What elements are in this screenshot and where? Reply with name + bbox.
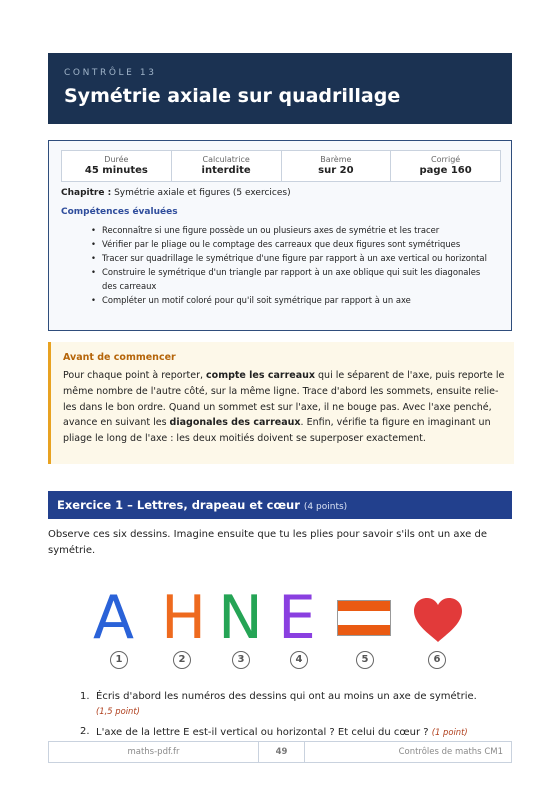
exercise-points: (4 points) [303, 502, 348, 512]
question-text: L'axe de la lettre E est-il vertical ou horizontal ? Et celui du cœur ? [96, 727, 429, 738]
figure-number: 2 [173, 651, 191, 669]
stat-value: sur 20 [318, 165, 354, 176]
stat-label: Corrigé [431, 155, 461, 164]
tip-text-part: qui le séparent de l'axe, puis reporte le même nombre de l'autre côté, sur la même ligne. Trace d'abord les sommets, ensuite relie-les dans le bon ordre. Quand un sommet est sur l'axe, il ne bouge pas. Avec l'axe penché, avance en suivant les [63, 370, 505, 429]
exercise-header [48, 491, 512, 519]
tip-emphasis: diagonales des carreaux [169, 417, 301, 429]
chapter-label: Chapitre : [61, 188, 112, 198]
stat-corrige [391, 151, 500, 181]
stat-bareme [282, 151, 392, 181]
page-footer [48, 741, 512, 763]
figure-number: 3 [232, 651, 250, 669]
question-number: 1. [80, 691, 90, 702]
footer-site: maths-pdf.fr [127, 747, 180, 757]
question-number: 2. [80, 726, 90, 737]
tip-text-part: Pour chaque point à reporter, [63, 370, 207, 381]
footer-page-number: 49 [258, 742, 305, 762]
tip-text [63, 368, 505, 447]
exercise-intro: Observe ces six dessins. Imagine ensuite que tu les plies pour savoir s'ils ont un axe de symétrie. [48, 529, 487, 556]
stat-label: Durée [104, 155, 129, 164]
figure-letter-n: N [218, 583, 263, 653]
tip-title: Avant de commencer [63, 352, 176, 363]
stat-value: interdite [201, 165, 251, 176]
question-text: Écris d'abord les numéros des dessins qui ont au moins un axe de symétrie. [96, 691, 477, 702]
question-points: (1,5 point) [96, 706, 140, 716]
stat-duree [62, 151, 172, 181]
stats-row [61, 150, 501, 182]
stat-value: page 160 [419, 165, 472, 176]
tip-emphasis: compte les carreaux [206, 370, 315, 381]
stat-calculatrice [172, 151, 282, 181]
chapter-line [61, 188, 291, 198]
header-banner [48, 53, 512, 124]
figure-number: 4 [290, 651, 308, 669]
question-item [80, 725, 510, 740]
question-points: (1 point) [431, 727, 468, 737]
tip-box [48, 342, 514, 464]
chapter-value: Symétrie axiale et figures (5 exercices) [114, 188, 291, 198]
exercise-title: Exercice 1 – Lettres, drapeau et cœur [57, 498, 300, 512]
questions-list [80, 690, 510, 746]
info-box [48, 140, 512, 331]
stat-label: Calculatrice [202, 155, 250, 164]
figure-letter-e: E [278, 583, 316, 653]
figure-number: 6 [428, 651, 446, 669]
competences-list [91, 223, 491, 307]
competence-item: • Compléter un motif coloré pour qu'il soit symétrique par rapport à un axe [91, 293, 491, 307]
figure-number: 1 [110, 651, 128, 669]
stat-label: Barème [320, 155, 352, 164]
stat-value: 45 minutes [84, 165, 148, 176]
competences-title: Compétences évaluées [61, 207, 178, 217]
exercise-title-line [57, 498, 347, 512]
flag-icon [337, 600, 391, 636]
question-item [80, 690, 510, 719]
competence-item: • Reconnaître si une figure possède un ou plusieurs axes de symétrie et les tracer [91, 223, 491, 237]
figures-row [48, 583, 512, 673]
figure-letter-a: A [93, 583, 135, 653]
page-title: Symétrie axiale sur quadrillage [64, 85, 401, 107]
competence-item: • Tracer sur quadrillage le symétrique d'une figure par rapport à un axe vertical ou horizontal [91, 251, 491, 265]
competence-item: • Construire le symétrique d'un triangle par rapport à un axe oblique qui suit les diagonales des carreaux [91, 265, 491, 293]
heart-icon [412, 597, 464, 643]
competence-item: • Vérifier par le pliage ou le comptage des carreaux que deux figures sont symétriques [91, 237, 491, 251]
tip-text-part: . Enfin, vérifie ta figure en imaginant un pliage le long de l'axe : les deux moitiés doivent se superposer exactement. [63, 417, 491, 445]
figure-number: 5 [356, 651, 374, 669]
footer-collection: Contrôles de maths CM1 [398, 747, 503, 757]
header-kicker: CONTRÔLE 13 [64, 68, 157, 78]
figure-letter-h: H [161, 583, 207, 653]
